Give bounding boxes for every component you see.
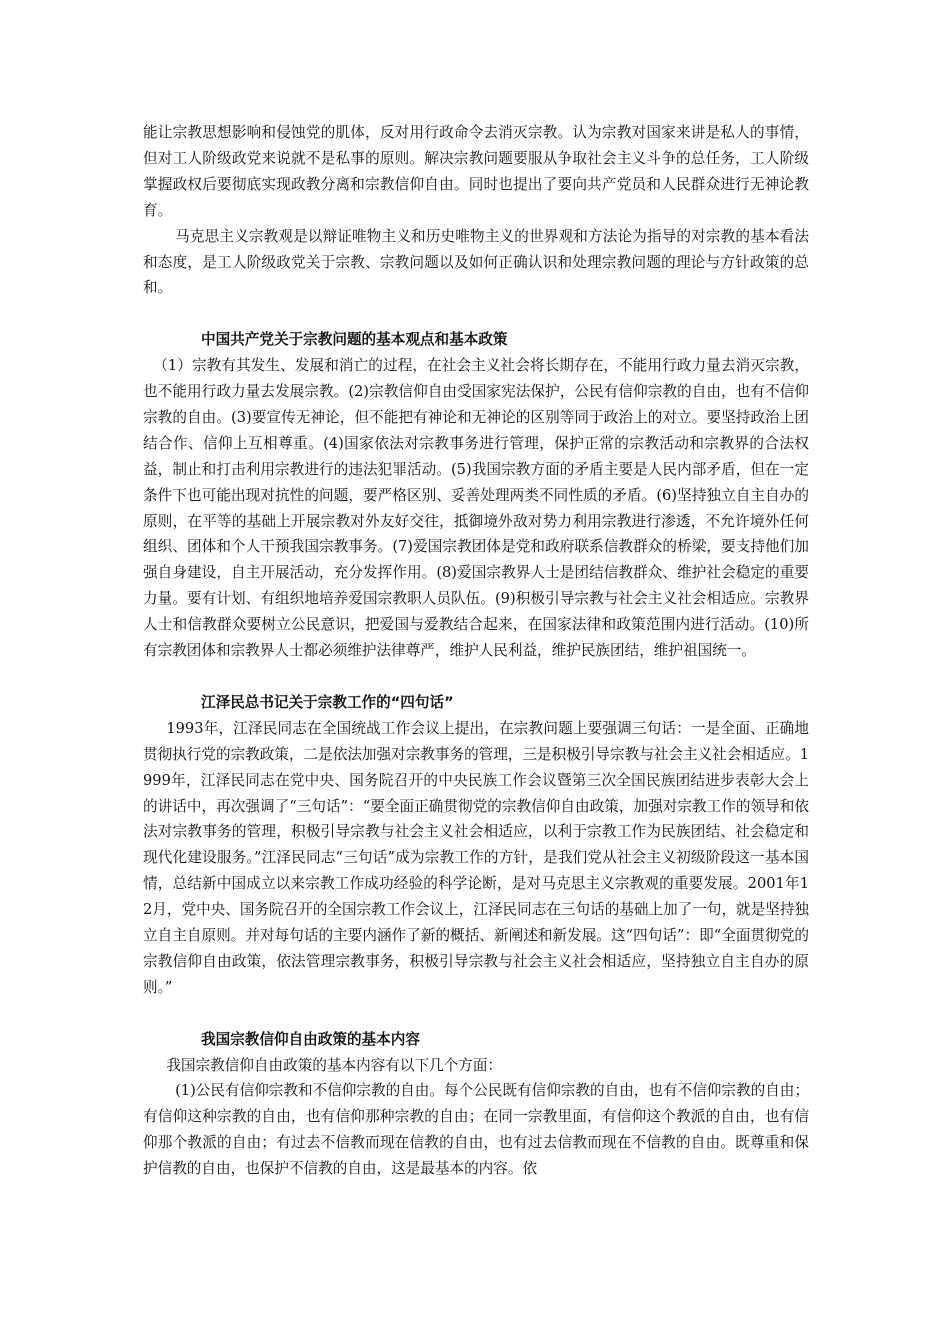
paragraph-marxist-view: 马克思主义宗教观是以辩证唯物主义和历史唯物主义的世界观和方法论为指导的对宗教的基本看法和态度，是工人阶级政党关于宗教、宗教问题以及如何正确认识和处理宗教问题的理论与方针政策的总和。 bbox=[143, 227, 809, 297]
paragraph-four-sentences: 1993年，江泽民同志在全国统战工作会议上提出，在宗教问题上要强调三句话：一是全面、正确地贯彻执行党的宗教政策，二是依法加强对宗教事务的管理，三是积极引导宗教与社会主义社会相适应。1999年，江泽民同志在党中央、国务院召开的中央民族工作会议暨第三次全国民族团结进步表彰大会上的讲话中，再次强调了“三句话”：“要全面正确贯彻党的宗教信仰自由政策，加强对宗教工作的领导和依法对宗教事务的管理，积极引导宗教与社会主义社会相适应，以利于宗教工作为民族团结、社会稳定和现代化建设服务。”江泽民同志“三句话”成为宗教工作的方针，是我们党从社会主义初级阶段这一基本国情，总结新中国成立以来宗教工作成功经验的科学论断，是对马克思主义宗教观的重要发展。2001年12月，党中央、国务院召开的全国宗教工作会议上，江泽民同志在三句话的基础上加了一句，就是坚持独立自主自原则。并对每句话的主要内涵作了新的概括、新阐述和新发展。这“四句话”：即“全面贯彻党的宗教信仰自由政策，依法管理宗教事务，积极引导宗教与社会主义社会相适应，坚持独立自主自办的原则。” bbox=[143, 719, 810, 996]
spacer bbox=[143, 664, 809, 690]
section-heading-four-sentences: 江泽民总书记关于宗教工作的“四句话” bbox=[201, 693, 454, 711]
paragraph-religious-freedom-item1: (1)公民有信仰宗教和不信仰宗教的自由。每个公民既有信仰宗教的自由，也有不信仰宗教的自由；有信仰这种宗教的自由，也有信仰那种宗教的自由；在同一宗教里面，有信仰这个教派的自由，也有信仰那个教派的自由；有过去不信教而现在信教的自由，也有过去信教而现在不信教的自由。既尊重和保护信教的自由，也保护不信教的自由，这是最基本的内容。依 bbox=[143, 1082, 809, 1178]
document-page bbox=[143, 120, 809, 1182]
paragraph-religious-freedom-intro: 我国宗教信仰自由政策的基本内容有以下几个方面： bbox=[166, 1056, 503, 1074]
section-heading-religious-freedom: 我国宗教信仰自由政策的基本内容 bbox=[201, 1030, 420, 1048]
spacer bbox=[143, 1001, 809, 1027]
paragraph-continuation: 能让宗教思想影响和侵蚀党的肌体，反对用行政命令去消灭宗教。认为宗教对国家来讲是私人的事情，但对工人阶级政党来说就不是私事的原则。解决宗教问题要服从争取社会主义斗争的总任务，工人阶级掌握政权后要彻底实现政教分离和宗教信仰自由。同时也提出了要向共产党员和人民群众进行无神论教育。 bbox=[143, 124, 809, 219]
section-heading-cpc-policy: 中国共产党关于宗教问题的基本观点和基本政策 bbox=[201, 331, 508, 349]
spacer bbox=[143, 301, 809, 327]
paragraph-cpc-policy: （1）宗教有其发生、发展和消亡的过程，在社会主义社会将长期存在，不能用行政力量去消灭宗教，也不能用行政力量去发展宗教。(2)宗教信仰自由受国家宪法保护，公民有信仰宗教的自由，也有不信仰宗教的自由。(3)要宣传无神论，但不能把有神论和无神论的区别等同于政治上的对立。要坚持政治上团结合作、信仰上互相尊重。(4)国家依法对宗教事务进行管理，保护正常的宗教活动和宗教界的合法权益，制止和打击利用宗教进行的违法犯罪活动。(5)我国宗教方面的矛盾主要是人民内部矛盾，但在一定条件下也可能出现对抗性的问题，要严格区别、妥善处理两类不同性质的矛盾。(6)坚持独立自主自办的原则，在平等的基础上开展宗教对外友好交往，抵御境外敌对势力利用宗教进行渗透，不允许境外任何组织、团体和个人干预我国宗教事务。(7)爱国宗教团体是党和政府联系信教群众的桥梁，要支持他们加强自身建设，自主开展活动，充分发挥作用。(8)爱国宗教界人士是团结信教群众、维护社会稳定的重要力量。要有计划、有组织地培养爱国宗教职人员队伍。(9)积极引导宗教与社会主义社会相适应。宗教界人士和信教群众要树立公民意识，把爱国与爱教结合起来，在国家法律和政策范围内进行活动。(10)所有宗教团体和宗教界人士都必须维护法律尊严，维护人民利益，维护民族团结，维护祖国统一。 bbox=[143, 357, 809, 660]
